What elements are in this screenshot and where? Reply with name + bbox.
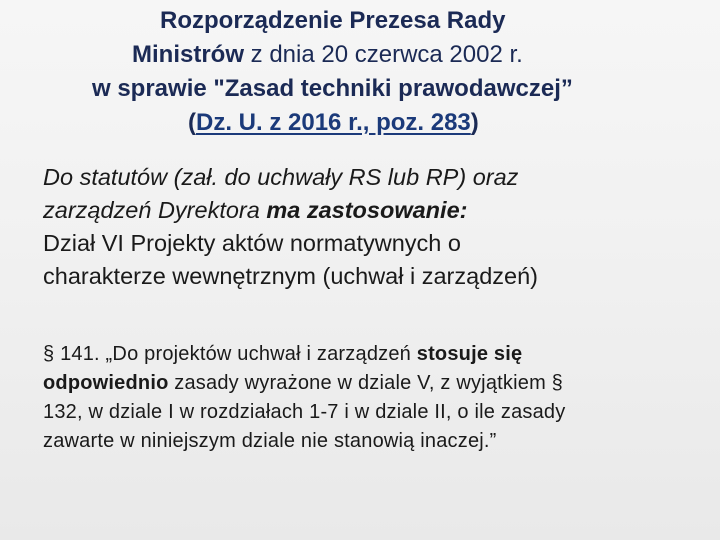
paragraph-quote-line-2 bbox=[43, 369, 683, 398]
paragraph-quote-line-1-a: § 141. „Do projektów uchwał i zarządzeń bbox=[43, 343, 417, 365]
paragraph-scope-line-2-emphasis: ma zastosowanie: bbox=[266, 197, 468, 223]
citation-open-paren: ( bbox=[188, 109, 196, 136]
paragraph-quote bbox=[43, 340, 683, 456]
paragraph-quote-line-2-b: zasady wyrażone w dziale V, z wyjątkiem § bbox=[168, 372, 564, 394]
paragraph-scope-line-2 bbox=[43, 194, 683, 227]
title-line-3-text: w sprawie "Zasad techniki prawodawczej” bbox=[92, 75, 573, 102]
title-line-3 bbox=[0, 72, 720, 106]
paragraph-quote-line-4: zawarte w niniejszym dziale nie stanowią inaczej.” bbox=[43, 430, 497, 452]
paragraph-scope-line-4: charakterze wewnętrznym (uchwał i zarządzeń) bbox=[43, 263, 538, 289]
paragraph-scope-line-1: Do statutów (zał. do uchwały RS lub RP) oraz bbox=[43, 164, 519, 190]
paragraph-quote-line-1 bbox=[43, 340, 683, 369]
citation-close-paren: ) bbox=[470, 109, 479, 136]
citation-link[interactable]: Dz. U. z 2016 r., poz. 283 bbox=[196, 109, 471, 136]
paragraph-scope-line-2-italic: zarządzeń Dyrektora bbox=[43, 197, 267, 223]
title-line-2-rest: z dnia 20 czerwca 2002 r. bbox=[244, 41, 523, 68]
paragraph-scope-line-3: Dział VI Projekty aktów normatywnych o bbox=[43, 230, 461, 256]
paragraph-quote-line-3: 132, w dziale I w rozdziałach 1-7 i w dziale II, o ile zasady bbox=[43, 401, 566, 423]
title-line-1 bbox=[0, 4, 720, 38]
slide-title bbox=[0, 4, 720, 140]
paragraph-quote-line-1-bold: stosuje się bbox=[416, 343, 523, 365]
paragraph-scope bbox=[43, 161, 683, 293]
title-line-1-text: Rozporządzenie Prezesa Rady bbox=[160, 7, 506, 34]
title-line-2-bold: Ministrów bbox=[132, 41, 244, 68]
title-line-2 bbox=[0, 38, 720, 72]
paragraph-quote-line-2-bold: odpowiednio bbox=[43, 372, 169, 394]
title-line-4 bbox=[0, 106, 720, 140]
